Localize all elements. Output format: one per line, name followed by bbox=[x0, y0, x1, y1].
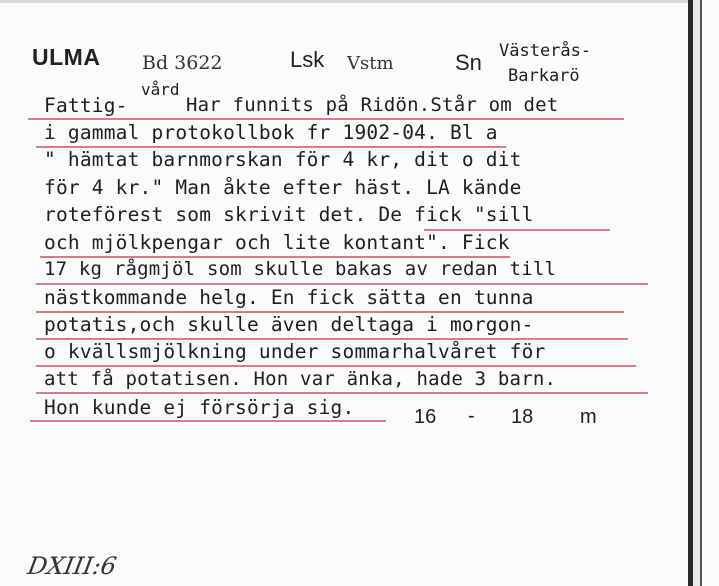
body-line-1b: Har funnits på Ridön.Står om det bbox=[186, 94, 559, 116]
header-bd: Bd 3622 bbox=[142, 52, 223, 74]
body-line-12: Hon kunde ej försörja sig. bbox=[44, 396, 355, 419]
body-line-6: och mjölkpengar och lite kontant". Fick bbox=[44, 231, 510, 254]
body-line-3: " hämtat barnmorskan för 4 kr, dit o dit bbox=[44, 148, 522, 171]
page-from: 16 bbox=[414, 406, 437, 428]
underline-7 bbox=[36, 283, 648, 285]
body-line-11: att få potatisen. Hon var änka, hade 3 barn. bbox=[44, 368, 557, 390]
page-to: 18 bbox=[511, 406, 534, 428]
underline-12 bbox=[30, 420, 386, 422]
underline-11 bbox=[36, 392, 648, 394]
page-dash: - bbox=[468, 405, 475, 427]
page-unit: m bbox=[580, 406, 597, 428]
body-line-5: roteförest som skrivit det. De fick "sill bbox=[44, 203, 534, 226]
header-lsk-label: Lsk bbox=[290, 47, 325, 72]
header-sn-value-2: Barkarö bbox=[508, 66, 580, 86]
card-top-edge bbox=[0, 0, 690, 3]
card-edge-gap bbox=[693, 0, 700, 586]
body-line-1a: Fattig- bbox=[44, 94, 128, 117]
archive-mark: DXIII:6 bbox=[25, 552, 119, 580]
header-sn-label: Sn bbox=[455, 50, 482, 75]
underline-1 bbox=[28, 118, 624, 120]
underline-10 bbox=[36, 365, 636, 367]
header-lsk-value: Vstm bbox=[347, 53, 394, 74]
body-line-4: för 4 kr." Man åkte efter häst. LA kände bbox=[44, 176, 522, 199]
body-line-7: 17 kg rågmjöl som skulle bakas av redan till bbox=[44, 258, 557, 280]
header-sn-value-1: Västerås- bbox=[499, 41, 592, 61]
card-outer-edge bbox=[700, 0, 702, 586]
body-line-2: i gammal protokollbok fr 1902-04. Bl a bbox=[44, 121, 498, 144]
body-line-8: nästkommande helg. En fick sätta en tunna bbox=[44, 286, 534, 309]
body-line-9: potatis,och skulle även deltaga i morgon- bbox=[44, 313, 534, 336]
body-vard: vård bbox=[141, 80, 180, 99]
header-code: ULMA bbox=[32, 44, 101, 70]
body-line-10: o kvällsmjölkning under sommarhalvåret för bbox=[44, 340, 546, 363]
